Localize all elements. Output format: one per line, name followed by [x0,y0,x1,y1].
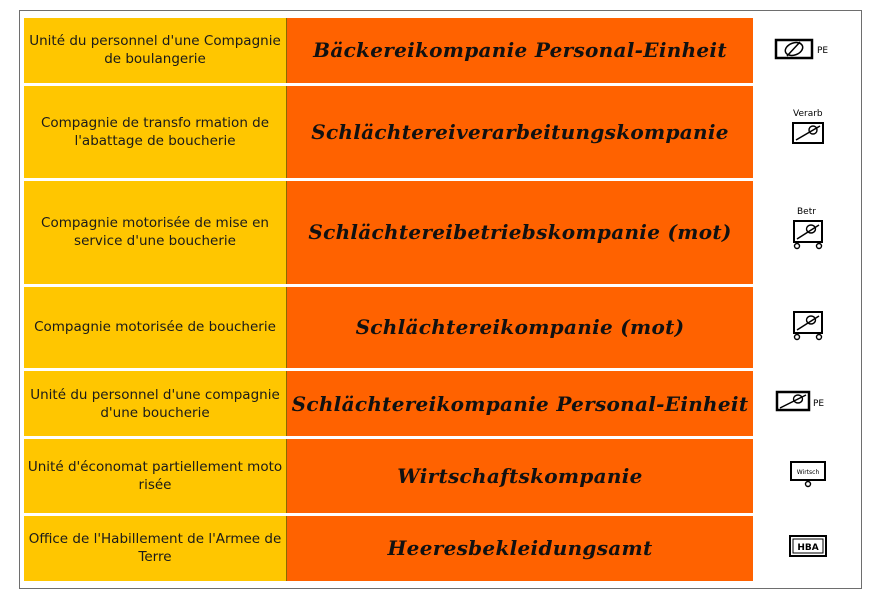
units-table-frame [19,10,862,589]
table-row [24,439,860,513]
symbol-cell [755,287,860,368]
french-name-cell: Office de l'Habillement de l'Armee de Terre [24,516,287,581]
french-name-cell: Unité du personnel d'une Compagnie de boulangerie [24,18,287,83]
symbol-side-label: PE [816,45,828,56]
table-row [24,371,860,436]
army-clothing-office-symbol-icon [783,531,833,561]
table-row [24,18,860,83]
table-row [24,516,860,581]
economat-symbol-icon [783,455,833,491]
symbol-top-label: Verarb [792,109,823,120]
butchery-processing-symbol-icon [783,106,833,152]
symbol-side-label: PE [812,399,824,410]
german-name-cell: Schlächtereikompanie (mot) [287,287,755,368]
german-name-cell: Bäckereikompanie Personal-Einheit [287,18,755,83]
french-name-cell: Compagnie de transfo rmation de l'abattage de boucherie [24,86,287,178]
french-name-cell: Unité d'économat partiellement moto risée [24,439,287,513]
symbol-inner-label: HBA [796,542,819,553]
german-name-cell: Schlächtereibetriebskompanie (mot) [287,181,755,284]
symbol-cell [755,439,860,513]
german-name-cell: Heeresbekleidungsamt [287,516,755,581]
symbol-cell [755,371,860,436]
symbol-top-label: Betr [796,206,816,217]
table-row [24,86,860,178]
french-name-cell: Compagnie motorisée de boucherie [24,287,287,368]
bakery-unit-symbol-icon [773,33,843,63]
french-name-cell: Unité du personnel d'une compagnie d'une boucherie [24,371,287,436]
motorized-butchery-symbol-icon [783,305,833,345]
symbol-cell [755,18,860,83]
french-name-cell: Compagnie motorisée de mise en service d'une boucherie [24,181,287,284]
symbol-inner-label: Wirtsch [796,469,819,477]
units-table [24,15,860,584]
symbol-cell [755,86,860,178]
symbol-cell [755,516,860,581]
german-name-cell: Schlächtereiverarbeitungskompanie [287,86,755,178]
butchery-personnel-symbol-icon [773,386,843,416]
symbol-cell [755,181,860,284]
german-name-cell: Schlächtereikompanie Personal-Einheit [287,371,755,436]
motorized-butchery-operation-symbol-icon [783,204,833,256]
table-row [24,287,860,368]
table-row [24,181,860,284]
german-name-cell: Wirtschaftskompanie [287,439,755,513]
